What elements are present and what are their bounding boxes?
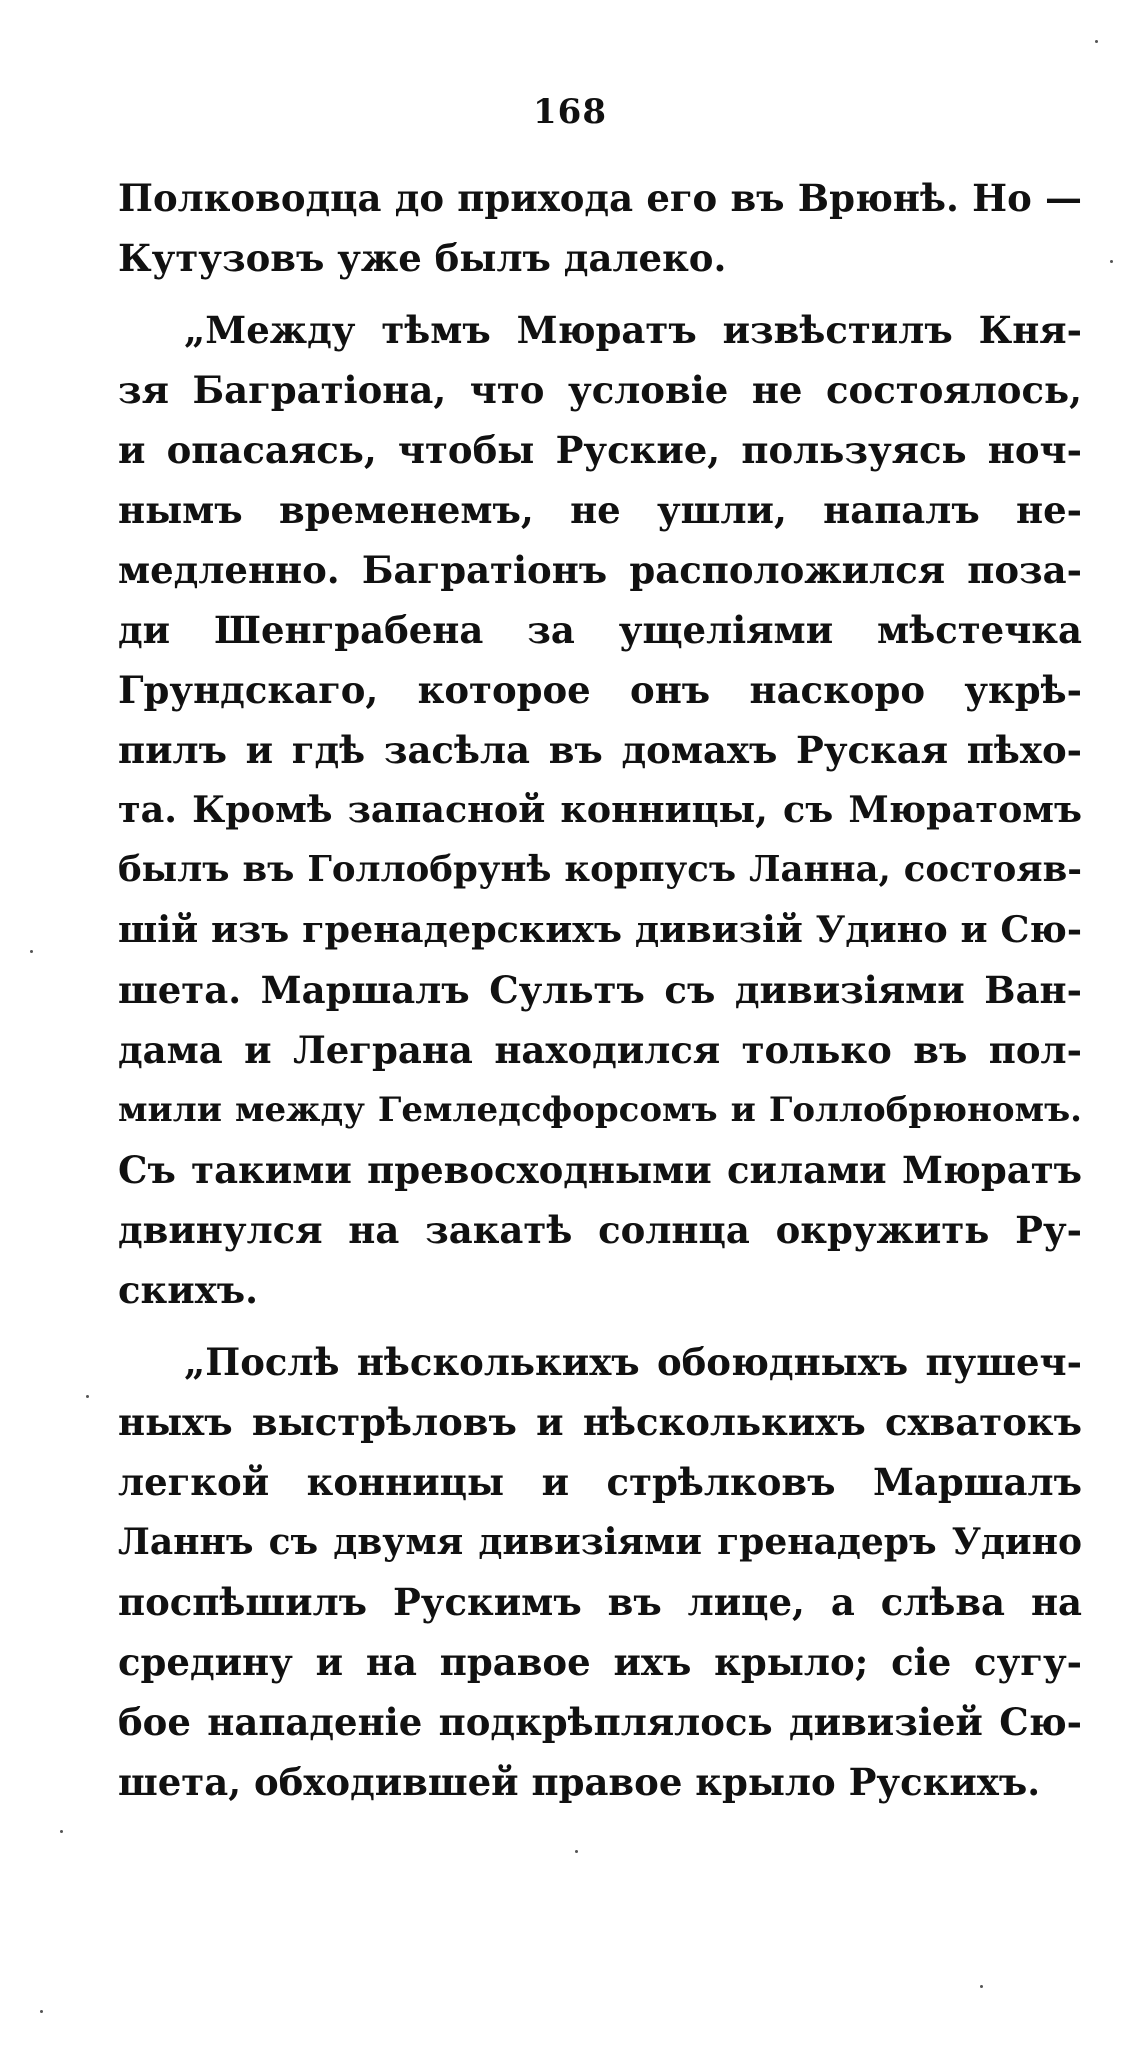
- text-line: Ланнъ съ двумя дивизіями гренадеръ Удино: [118, 1521, 1082, 1563]
- text-line: Грундскаго, которое онъ наскоро укрѣ-: [118, 668, 1082, 712]
- scan-speck: [980, 1985, 983, 1988]
- scan-speck: [1110, 260, 1113, 263]
- text-line: шій изъ гренадерскихъ дивизій Удино и Сю-: [118, 908, 1082, 951]
- text-line: зя Багратіона, что условіе не состоялось,: [118, 368, 1082, 412]
- text-line: „Между тѣмъ Мюратъ извѣстилъ Кня-: [184, 308, 1082, 352]
- text-line: Съ такими превосходными силами Мюратъ: [118, 1148, 1082, 1192]
- text-line: „Послѣ нѣсколькихъ обоюдныхъ пушеч-: [184, 1340, 1082, 1384]
- text-line: Полководца до прихода его въ Врюнѣ. Но —: [118, 176, 1082, 220]
- text-line: пилъ и гдѣ засѣла въ домахъ Руская пѣхо-: [118, 728, 1082, 772]
- text-line: та. Кромѣ запасной конницы, съ Мюратомъ: [118, 788, 1082, 831]
- text-line: мили между Гемледсфорсомъ и Голлобрюномъ.: [118, 1090, 1082, 1130]
- scan-speck: [575, 1850, 578, 1853]
- text-line: двинулся на закатѣ солнца окружить Ру-: [118, 1208, 1082, 1252]
- text-line: скихъ.: [118, 1268, 259, 1312]
- scan-speck: [86, 1395, 89, 1398]
- paragraph: [118, 168, 1082, 288]
- paragraph: [118, 300, 1082, 1320]
- text-line: средину и на правое ихъ крыло; сіе сугу-: [118, 1640, 1082, 1684]
- text-line: былъ въ Голлобрунѣ корпусъ Ланна, состояв-: [118, 849, 1082, 890]
- scan-speck: [60, 1830, 63, 1833]
- text-line: поспѣшилъ Рускимъ въ лице, а слѣва на: [118, 1580, 1082, 1624]
- paragraph: [118, 1332, 1082, 1812]
- text-line: медленно. Багратіонъ расположился поза-: [118, 548, 1082, 592]
- text-line: Кутузовъ уже былъ далеко.: [118, 236, 727, 280]
- scan-speck: [40, 2010, 43, 2013]
- body-text: [118, 168, 1082, 1812]
- text-line: ди Шенграбена за ущеліями мѣстечка: [118, 608, 1082, 652]
- text-line: легкой конницы и стрѣлковъ Маршалъ: [118, 1460, 1082, 1504]
- scan-speck: [1095, 40, 1098, 43]
- page-number: 168: [533, 92, 607, 132]
- text-line: бое нападеніе подкрѣплялось дивизіей Сю-: [118, 1700, 1082, 1744]
- text-line: нымъ временемъ, не ушли, напалъ не-: [118, 488, 1082, 532]
- text-line: ныхъ выстрѣловъ и нѣсколькихъ схватокъ: [118, 1400, 1082, 1444]
- text-line: дама и Леграна находился только въ пол-: [118, 1028, 1082, 1072]
- scan-speck: [30, 950, 33, 953]
- text-line: шета. Маршалъ Сультъ съ дивизіями Ван-: [118, 968, 1082, 1012]
- text-line: и опасаясь, чтобы Руские, пользуясь ноч-: [118, 428, 1082, 472]
- text-line: шета, обходившей правое крыло Рускихъ.: [118, 1760, 1041, 1804]
